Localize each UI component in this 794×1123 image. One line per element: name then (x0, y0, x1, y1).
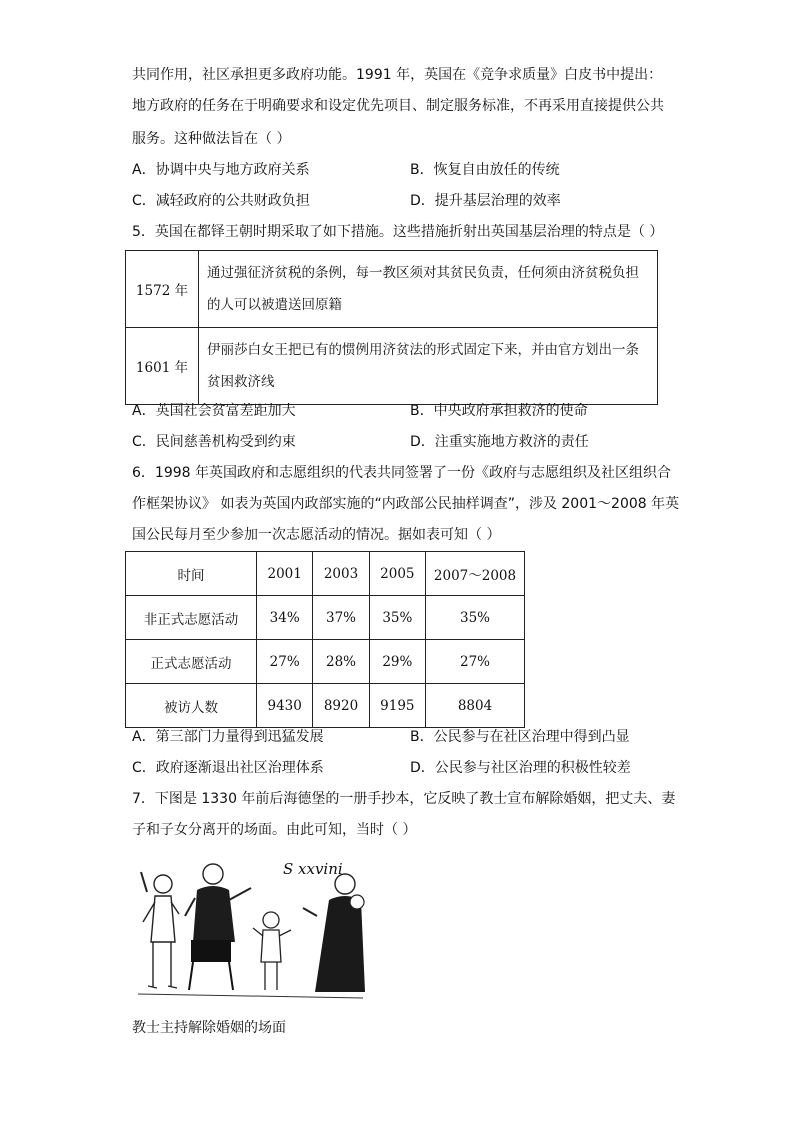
q6-cell: 8920 (313, 684, 369, 728)
q6-table (125, 551, 525, 728)
q7-line-1: 7．下图是 1330 年前后海德堡的一册手抄本，它反映了教士宣布解除婚姻，把丈夫、妻 (132, 791, 676, 807)
table-row (126, 251, 658, 328)
q6-cell: 29% (369, 640, 425, 684)
q6-cell: 34% (257, 596, 313, 640)
q6-line-3: 国公民每月至少参加一次志愿活动的情况。据如表可知（ ） (132, 527, 501, 543)
figure-left-man (141, 872, 179, 988)
q6-header-2003: 2003 (313, 552, 369, 596)
figure-caption: 教士主持解除婚姻的场面 (132, 1020, 286, 1036)
q6-option-d: D．公民参与社区治理的积极性较差 (410, 760, 631, 776)
q6-line-1: 6．1998 年英国政府和志愿组织的代表共同签署了一份《政府与志愿组织及社区组织合 (132, 465, 671, 481)
q5-option-d: D．注重实施地方救济的责任 (410, 434, 589, 450)
q4-option-c: C．减轻政府的公共财政负担 (132, 193, 310, 209)
q4-option-b: B．恢复自由放任的传统 (410, 162, 560, 178)
q6-header-time: 时间 (126, 552, 257, 596)
q6-cell: 35% (426, 596, 525, 640)
manuscript-illustration (133, 852, 368, 1002)
q5-year-1601: 1601 年 (126, 328, 199, 405)
q5-text-1601: 伊丽莎白女王把已有的惯例用济贫法的形式固定下来，并由官方划出一条贫困救济线 (199, 328, 658, 405)
q5-option-b: B．中央政府承担救济的使命 (410, 403, 588, 419)
table-header-row (126, 552, 525, 596)
table-row (126, 684, 525, 728)
q6-header-2005: 2005 (369, 552, 425, 596)
table-row (126, 596, 525, 640)
q4-line-3: 服务。这种做法旨在（ ） (132, 131, 291, 147)
q4-line-2: 地方政府的任务在于明确要求和设定优先项目、制定服务标准，不再采用直接提供公共 (132, 98, 664, 114)
table-row (126, 328, 658, 405)
q6-cell: 8804 (426, 684, 525, 728)
q6-row-label: 被访人数 (126, 684, 257, 728)
figure-woman-with-child (303, 874, 365, 992)
q6-header-2001: 2001 (257, 552, 313, 596)
manuscript-drawing (133, 852, 368, 1002)
q5-year-1572: 1572 年 (126, 251, 199, 328)
q4-option-d: D．提升基层治理的效率 (410, 193, 561, 209)
q6-cell: 35% (369, 596, 425, 640)
q6-line-2: 作框架协议》 如表为英国内政部实施的“内政部公民抽样调查”，涉及 2001～2008 年英 (132, 496, 680, 512)
q6-row-label: 非正式志愿活动 (126, 596, 257, 640)
q4-line-1: 共同作用，社区承担更多政府功能。1991 年，英国在《竞争求质量》白皮书中提出： (132, 67, 663, 83)
q5-stem: 5．英国在都铎王朝时期采取了如下措施。这些措施折射出英国基层治理的特点是（ ） (132, 224, 664, 240)
q6-cell: 37% (313, 596, 369, 640)
q5-option-c: C．民间慈善机构受到约束 (132, 434, 296, 450)
q6-option-b: B．公民参与在社区治理中得到凸显 (410, 729, 630, 745)
q6-row-label: 正式志愿活动 (126, 640, 257, 684)
q7-line-2: 子和子女分离开的场面。由此可知，当时（ ） (132, 822, 417, 838)
manuscript-inscription: S xxvini (283, 860, 343, 878)
table-row (126, 640, 525, 684)
q6-cell: 9430 (257, 684, 313, 728)
figure-seated-priest (185, 864, 251, 990)
q5-table (125, 250, 658, 405)
q6-cell: 27% (257, 640, 313, 684)
q6-cell: 27% (426, 640, 525, 684)
q4-option-a: A．协调中央与地方政府关系 (132, 162, 310, 178)
q6-cell: 9195 (369, 684, 425, 728)
q6-header-2007-2008: 2007～2008 (426, 552, 525, 596)
q6-option-c: C．政府逐渐退出社区治理体系 (132, 760, 324, 776)
q5-option-a: A．英国社会贫富差距加大 (132, 403, 296, 419)
q5-text-1572: 通过强征济贫税的条例，每一教区须对其贫民负责，任何须由济贫税负担的人可以被遣送回原籍 (199, 251, 658, 328)
figure-child (253, 912, 291, 990)
q6-option-a: A．第三部门力量得到迅猛发展 (132, 729, 324, 745)
q6-cell: 28% (313, 640, 369, 684)
